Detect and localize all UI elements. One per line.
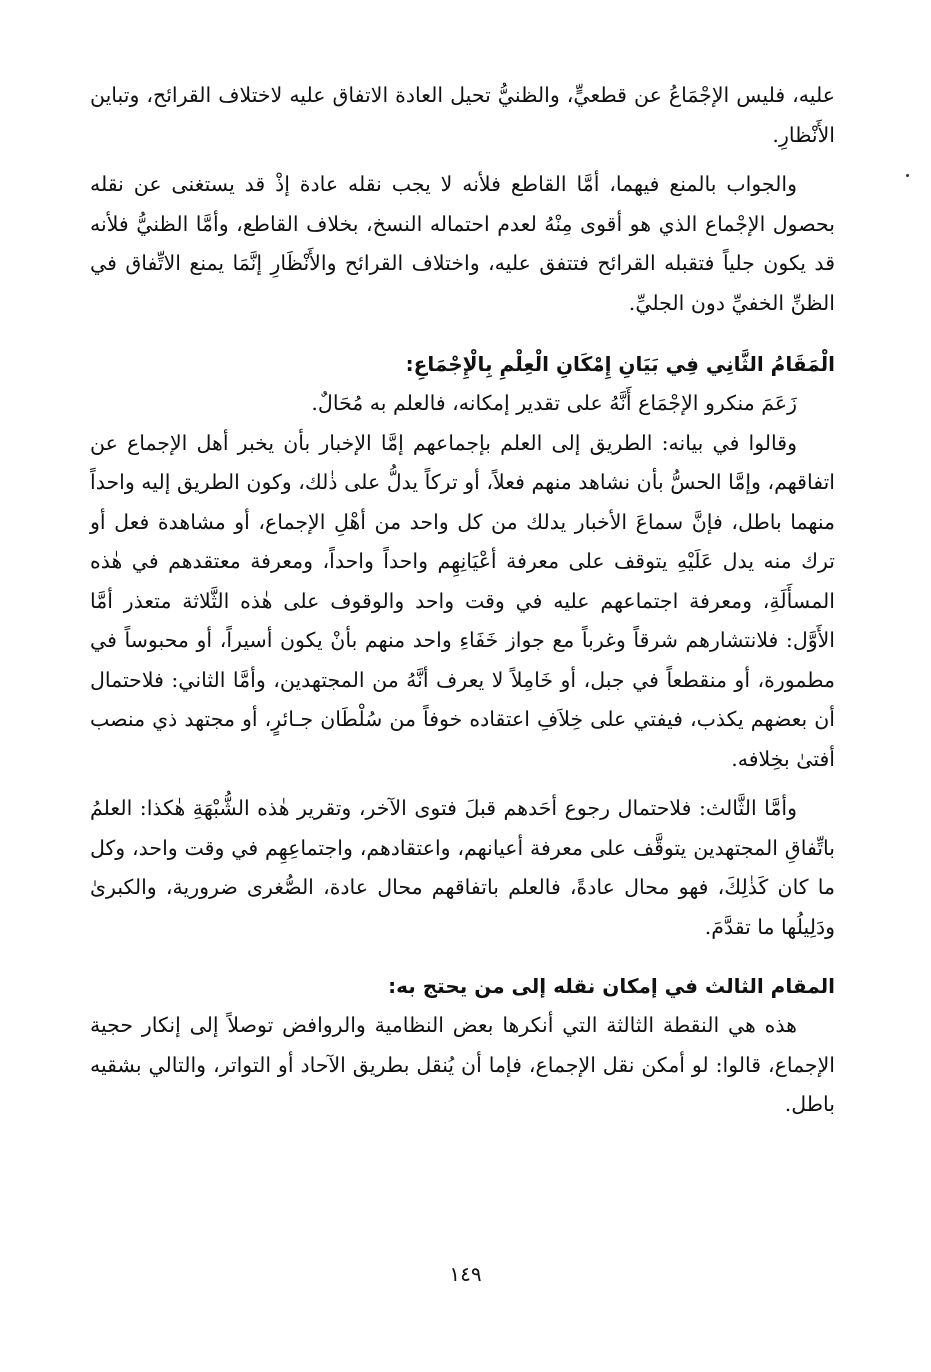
page-body	[90, 76, 835, 1125]
paragraph-transmission: هذه هي النقطة الثالثة التي أنكرها بعض النظامية والروافض توصلاً إلى إنكار حجية الإجماع، قالوا: لو أمكن نقل الإجماع، فإما أن يُنقل بطريق الآحاد أو التواتر، والتالي بشقيه باطل.	[90, 1013, 835, 1116]
page-number: ١٤٩	[449, 1262, 482, 1286]
paragraph-response: والجواب بالمنع فيهما، أمَّا القاطع فلأنه لا يجب نقله عادة إذْ قد يستغنى عن نقله بحصول الإجْماع الذي هو أقوى مِنْهُ لعدم احتماله النسخ، بخلاف القاطع، وأمَّا الظنيُّ فلأنه قد يكون جلياً فتقبله القرائح فتتفق عليه، واختلاف القرائح والأَنْظَارِ إنَّمَا يمنع الاتِّفاق في الظنِّ الخفيِّ دون الجليِّ.	[90, 172, 835, 315]
scan-speck	[906, 174, 909, 177]
spacer	[90, 779, 835, 789]
paragraph-consensus-objection: عليه، فليس الإجْمَاعُ عن قطعيٍّ، والظنيُّ تحيل العادة الاتفاق عليه لاختلاف القرائح، وتباين الأَنْظارِ.	[90, 83, 835, 147]
section-heading-third-station: المقام الثالث في إمكان نقله إلى من يحتج به:	[388, 974, 835, 998]
paragraph-deniers-claim: زَعَمَ منكرو الإجْمَاع أَنَّهُ على تقدير إمكانه، فالعلم به مُحَالٌ.	[311, 391, 797, 415]
spacer	[90, 947, 835, 967]
section-heading-second-station: الْمَقَامُ الثَّانِي فِي بَيَانِ إِمْكَانِ الْعِلْمِ بِالْإِجْمَاعِ:	[405, 352, 835, 376]
spacer	[90, 323, 835, 345]
spacer	[90, 155, 835, 165]
paragraph-third-point: وأمَّا الثَّالث: فلاحتمال رجوع أحَدهم قبلَ فتوى الآخر، وتقرير هٰذه الشُّبْهَةِ هٰكذا: العلمُ باتِّفاقِ المجتهدين يتوقَّف على معرفة أعيانهم، واعتقادهم، واجتماعِهِم في وقت واحد، وكل ما كان كَذٰلِكَ، فهو محال عادةً، فالعلم باتفاقهم محال عادة، الصُّغرى ضرورية، والكبرىٰ ودَلِيلُها ما تقدَّمَ.	[90, 796, 835, 939]
paragraph-deniers-argument: وقالوا في بيانه: الطريق إلى العلم بإجماعهم إمَّا الإخبار بأن يخبر أهل الإجماع عن اتفاقهم، وإمَّا الحسُّ بأن نشاهد منهم فعلاً، أو تركاً يدلُّ على ذٰلك، وكون الطريق إليه واحداً منهما باطل، فإنَّ سماعَ الأخبار يدلك من كل واحد من أهْلِ الإجماع، أو مشاهدة فعل أو ترك منه يدل عَلَيْهِ يتوقف على معرفة أعْيَانِهِم واحداً واحداً، ومعرفة معتقدهم في هٰذه المسأَلَةِ، ومعرفة اجتماعهم عليه في وقت واحد والوقوف على هٰذه الثَّلاثة متعذر أمَّا الأَوَّل: فلانتشارهم شرقاً وغرباً مع جواز خَفَاءِ واحد منهم بأنْ يكون أسيراً، أو محبوساً في مطمورة، أو منقطعاً في جبل، أو خَامِلاً لا يعرف أنَّهُ من المجتهدين، وأمَّا الثاني: فلاحتمال أن بعضهم يكذب، فيفتي على خِلاَفِ اعتقاده خوفاً من سُلْطَان جـائرٍ، أو مجتهد ذي منصب أفتىٰ بخِلافه.	[90, 430, 835, 771]
